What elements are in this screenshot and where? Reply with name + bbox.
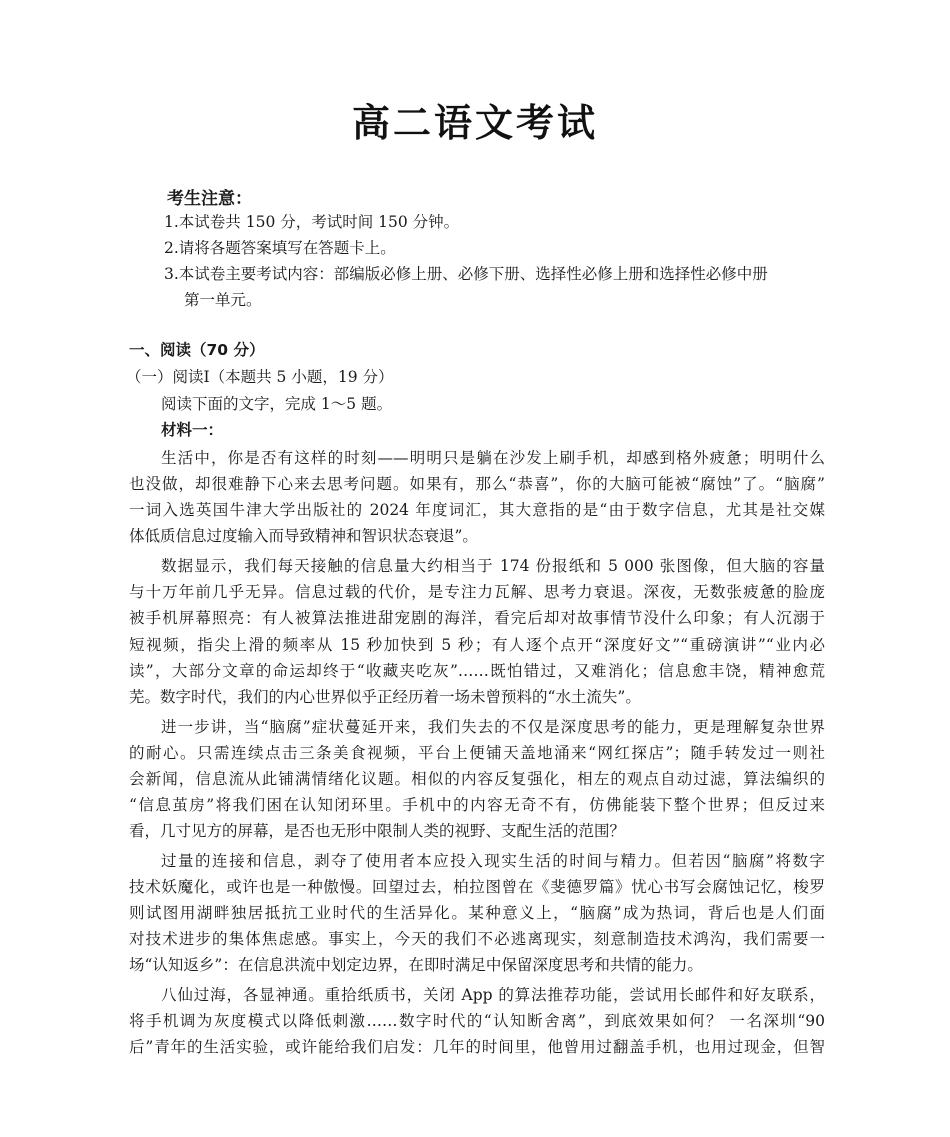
passage-line: 会新闻，信息流从此铺满情绪化议题。相似的内容反复强化，相左的观点自动过滤，算法编织的 <box>129 770 825 788</box>
notice-item-continuation: 第一单元。 <box>184 291 262 309</box>
passage-line: 一词入选英国牛津大学出版社的 2024 年度词汇，其大意指的是“由于数字信息，尤其是社交媒 <box>129 501 825 519</box>
passage-line: 场“认知返乡”：在信息洪流中划定边界，在即时满足中保留深度思考和共情的能力。 <box>129 956 703 974</box>
passage-line: 看，几寸见方的屏幕，是否也无形中限制人类的视野、支配生活的范围？ <box>129 822 626 840</box>
passage-line: 对技术进步的集体焦虑感。事实上，今天的我们不必逃离现实，刻意制造技术鸿沟，我们需要一 <box>129 930 825 948</box>
passage-line: 芜。数字时代，我们的内心世界似乎正经历着一场未曾预料的“水土流失”。 <box>129 688 641 706</box>
passage-line: 后”青年的生活实验，或许能给我们启发：几年的时间里，他曾用过翻盖手机，也用过现金，但智 <box>129 1038 825 1056</box>
exam-title: 高二语文考试 <box>351 101 598 145</box>
passage-line: 体低质信息过度输入而导致精神和智识状态衰退”。 <box>129 527 478 545</box>
passage-line: 八仙过海，各显神通。重拾纸质书，关闭 App 的算法推荐功能，尝试用长邮件和好友联系， <box>161 986 825 1004</box>
passage-line: “信息茧房”将我们困在认知闭环里。手机中的内容无奇不有，仿佛能装下整个世界；但反过来 <box>129 796 825 814</box>
passage-line: 技术妖魔化，或许也是一种傲慢。回望过去，柏拉图曾在《斐德罗篇》忧心书写会腐蚀记忆，梭罗 <box>129 878 825 896</box>
notice-item: 3.本试卷主要考试内容：部编版必修上册、必修下册、选择性必修上册和选择性必修中册 <box>164 265 768 283</box>
passage-line: 读”，大部分文章的命运却终于“收藏夹吃灰”……既怕错过，又难消化；信息愈丰饶，精神愈荒 <box>129 662 825 680</box>
passage-line: 被手机屏幕照亮：有人被算法推进甜宠剧的海洋，看完后却对故事情节没什么印象；有人沉溺于 <box>129 609 825 627</box>
instruction: 阅读下面的文字，完成 1～5 题。 <box>161 395 393 413</box>
passage-line: 的耐心。只需连续点击三条美食视频，平台上便铺天盖地涌来“网红探店”；随手转发过一则社 <box>129 744 825 762</box>
passage-line: 进一步讲，当“脑腐”症状蔓延开来，我们失去的不仅是深度思考的能力，更是理解复杂世界 <box>161 718 825 736</box>
passage-line: 将手机调为灰度模式以降低刺激……数字时代的“认知断舍离”，到底效果如何？ 一名深圳“90 <box>129 1012 825 1030</box>
passage-line: 则试图用湖畔独居抵抗工业时代的生活异化。某种意义上，“脑腐”成为热词，背后也是人们面 <box>129 904 825 922</box>
material-label: 材料一： <box>161 421 224 439</box>
passage-line: 也没做，却很难静下心来去思考问题。如果有，那么“恭喜”，你的大脑可能被“腐蚀”了。“脑腐” <box>129 475 825 493</box>
notice-item: 2.请将各题答案填写在答题卡上。 <box>164 239 396 257</box>
passage-line: 数据显示，我们每天接触的信息量大约相当于 174 份报纸和 5 000 张图像，但大脑的容量 <box>161 557 825 575</box>
notice-heading: 考生注意： <box>167 189 252 209</box>
notice-item: 1.本试卷共 150 分，考试时间 150 分钟。 <box>164 213 460 231</box>
section-heading: 一、阅读（70 分） <box>129 341 265 359</box>
passage-line: 过量的连接和信息，剥夺了使用者本应投入现实生活的时间与精力。但若因“脑腐”将数字 <box>161 852 825 870</box>
passage-line: 与十万年前几乎无异。信息过载的代价，是专注力瓦解、思考力衰退。深夜，无数张疲惫的脸庞 <box>129 583 825 601</box>
subsection-heading: （一）阅读Ⅰ（本题共 5 小题，19 分） <box>126 368 394 386</box>
passage-line: 短视频，指尖上滑的频率从 15 秒加快到 5 秒；有人逐个点开“深度好文”“重磅演讲”“业内必 <box>129 636 825 654</box>
passage-line: 生活中，你是否有这样的时刻——明明只是躺在沙发上刷手机，却感到格外疲惫；明明什么 <box>161 449 825 467</box>
